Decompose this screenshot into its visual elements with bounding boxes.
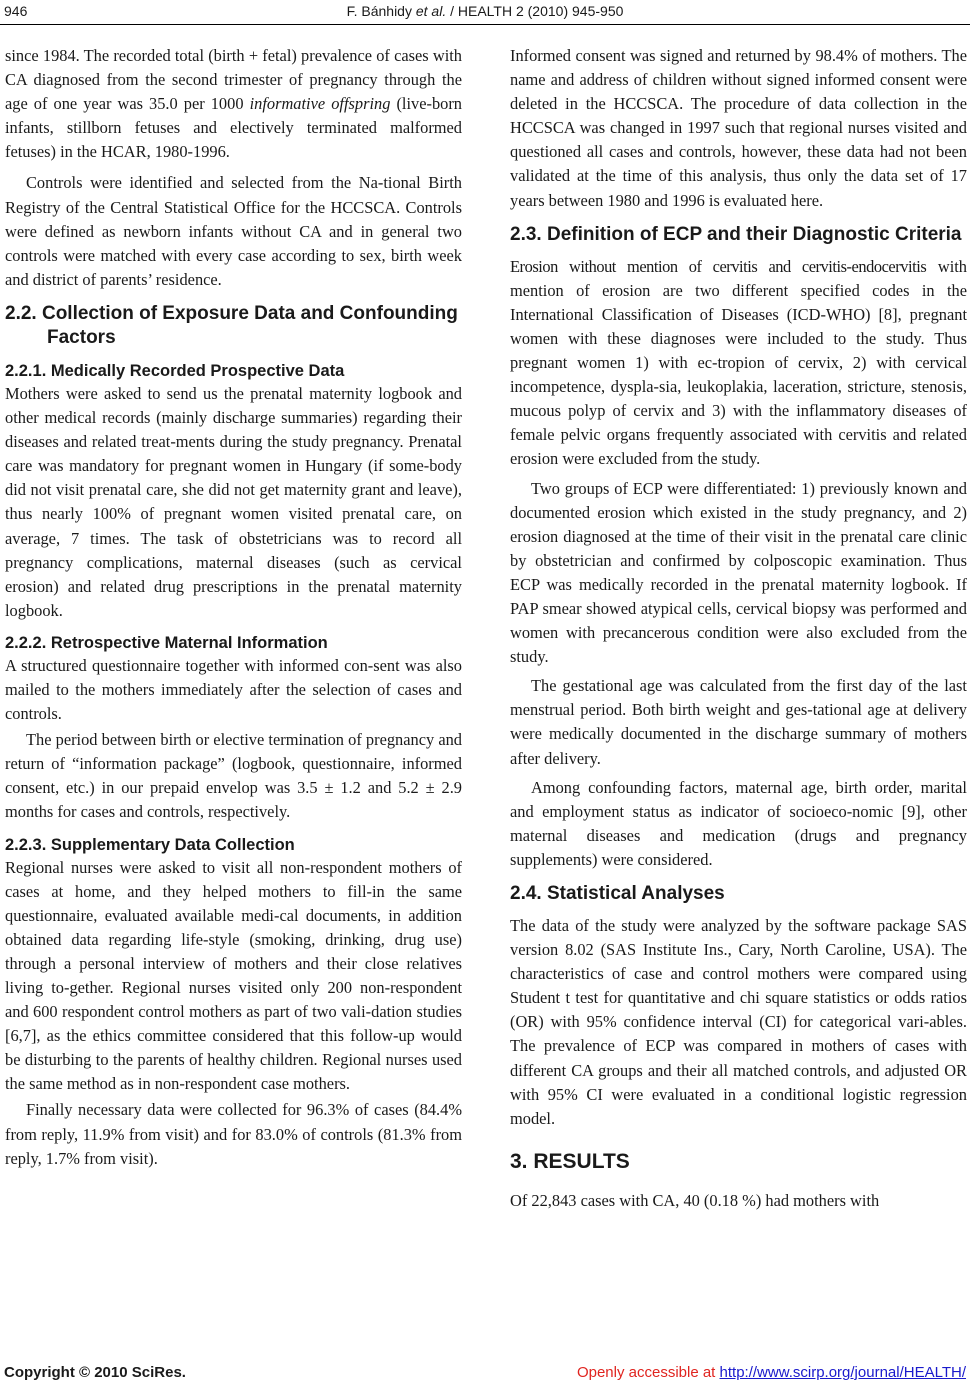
running-head xyxy=(0,3,970,19)
paragraph: A structured questionnaire together with informed con-sent was also mailed to the mothers immediately after the selection of cases and controls. xyxy=(5,655,462,724)
paragraph: Of 22,843 cases with CA, 40 (0.18 %) had mothers with xyxy=(510,1190,880,1210)
open-access-text: Openly accessible at xyxy=(576,1364,720,1381)
paragraph: Among confounding factors, maternal age, birth order, marital and employment status as indicator of socioeco-nomic [9], other maternal diseases and medication (drugs and pregnancy supplements) were considered. xyxy=(510,777,967,869)
paragraph: Controls were identified and selected from the Na-tional Birth Registry of the Central Statistical Office for the HCCSCA. Controls were defined as newborn infants without CA and in general two controls were matched with every case according to sex, birth week and district of parents’ residence. xyxy=(5,173,462,289)
running-head-authors: F. Bánhidy xyxy=(346,3,416,19)
running-head-journal: / HEALTH 2 (2010) 945-950 xyxy=(446,3,624,19)
section-heading-2-2: 2.2. Collection of Exposure Data and Confounding Factors xyxy=(5,302,458,348)
left-column xyxy=(5,44,462,1171)
paragraph: Mothers were asked to send us the prenatal maternity logbook and other medical records (mainly discharge summaries) regarding their diseases and related treat-ments during the study pregnancy. Prenatal care was mandatory for pregnant women in Hungary (if some-body did not visit prenatal care, she did not get maternity grant and leave), thus nearly 100% of pregnant women visited prenatal care, on average, 7 times. The task of obstetricians was to record all pregnancy complications, maternal diseases (such as cervical erosion) and related drug prescriptions in the prenatal maternity logbook. xyxy=(5,383,462,620)
header-rule xyxy=(0,24,970,25)
paragraph: The period between birth or elective termination of pregnancy and return of “information package” (logbook, questionnaire, informed consent, etc.) in our prepaid envelop was 3.5 ± 1.2 and 5.2 ± 2.9 months for cases and controls, respectively. xyxy=(5,730,462,822)
paragraph xyxy=(5,44,462,164)
journal-link[interactable]: http://www.scirp.org/journal/HEALTH/ xyxy=(719,1364,966,1381)
paragraph-text: (live-born infants, stillborn fetuses and electively terminated malformed fetuses) in the HCAR, 1980-1996. xyxy=(5,94,462,162)
section-heading-3-results: 3. RESULTS xyxy=(510,1149,630,1173)
paragraph-text: since 1984. The recorded total (birth + fetal) prevalence of cases with CA diagnosed from the second trimester of pregnancy through the age of one year was 35.0 per 1000 xyxy=(5,46,462,114)
page-number: 946 xyxy=(4,3,28,19)
right-column xyxy=(510,44,967,1213)
subsection-heading-2-2-3: 2.2.3. Supplementary Data Collection xyxy=(5,835,295,854)
subsection-heading-2-2-1: 2.2.1. Medically Recorded Prospective Data xyxy=(5,361,345,380)
emphasis-term: informative offspring xyxy=(249,94,391,114)
subsection-heading-2-2-2: 2.2.2. Retrospective Maternal Information xyxy=(5,633,328,652)
paragraph: Finally necessary data were collected for 96.3% of cases (84.4% from reply, 11.9% from visit) and for 83.0% of controls (81.3% from reply, 1.7% from visit). xyxy=(5,1100,462,1168)
open-access-notice xyxy=(577,1364,966,1381)
copyright-notice: Copyright © 2010 SciRes. xyxy=(4,1364,186,1381)
paragraph-text: Erosion without mention of cervitis and cervitis-endocervitis xyxy=(510,256,927,276)
page-header xyxy=(0,3,970,27)
paragraph xyxy=(510,255,967,472)
paragraph: Informed consent was signed and returned by 98.4% of mothers. The name and address of children without signed informed consent were deleted in the HCCSCA. The procedure of data collection in the HCCSCA was changed in 1997 such that regional nurses visited and questioned all cases and controls, however, these data had not been validated at the time of this analysis, thus only the data set of 17 years between 1980 and 1996 is evaluated here. xyxy=(510,46,967,210)
paragraph: Regional nurses were asked to visit all non-respondent mothers of cases at home, and they helped mothers to fill-in the same questionnaire, evaluated available medi-cal documents, in addition obtained data regarding life-style (smoking, drinking, drug use) through a personal interview of mothers and their close relatives living to-gether. Regional nurses visited only 200 non-respondent and 600 respondent control mothers as part of two vali-dation studies [6,7], as the ethics committee considered that this follow-up would be disturbing to the parents of healthy children. Regional nurses used the same method as in non-respondent case mothers. xyxy=(5,857,462,1094)
section-heading-2-4: 2.4. Statistical Analyses xyxy=(510,883,725,904)
running-head-etal: et al. xyxy=(415,3,447,19)
paragraph: The data of the study were analyzed by the software package SAS version 8.02 (SAS Institute Ins., Cary, North Caroline, USA). The characteristics of case and control mothers were compared using Student t test for quantitative and chi square statistics or odds ratios (OR) with 95% confidence interval (CI) for categorical vari-ables. The prevalence of ECP was compared in mothers of cases with different CA groups and their all matched controls, and adjusted OR with 95% CI were evaluated in a conditional logistic regression model. xyxy=(510,916,967,1128)
paragraph-text: with mention of erosion are two different specified codes in the International Classification of Diseases (ICD-WHO) [8], pregnant women with these diagnoses were included to the study. Thus pregnant women 1) with ec-tropion of cervix, 2) with cervical incompetence, dyspla-sia, leukoplakia, laceration, stricture, stenosis, mucous polyp of cervix and 3) with the inflammatory diseases of female pelvic organs frequently associated with cervitis and related erosion were excluded from the study. xyxy=(510,256,967,469)
paragraph: The gestational age was calculated from the first day of the last menstrual period. Both birth weight and ges-tational age at delivery were medically documented in the discharge summary of mothers after delivery. xyxy=(510,676,967,768)
paragraph: Two groups of ECP were differentiated: 1) previously known and documented erosion which existed in the study pregnancy, and 2) erosion diagnosed at the time of their visit in the prenatal care clinic by obstetrician and confirmed by colposcopic examination. Thus ECP was medically recorded in the prenatal maternity logbook. If PAP smear showed atypical cells, cervical biopsy was performed and women with precancerous condition were also excluded from the study. xyxy=(510,478,967,667)
section-heading-2-3: 2.3. Definition of ECP and their Diagnostic Criteria xyxy=(510,223,962,245)
